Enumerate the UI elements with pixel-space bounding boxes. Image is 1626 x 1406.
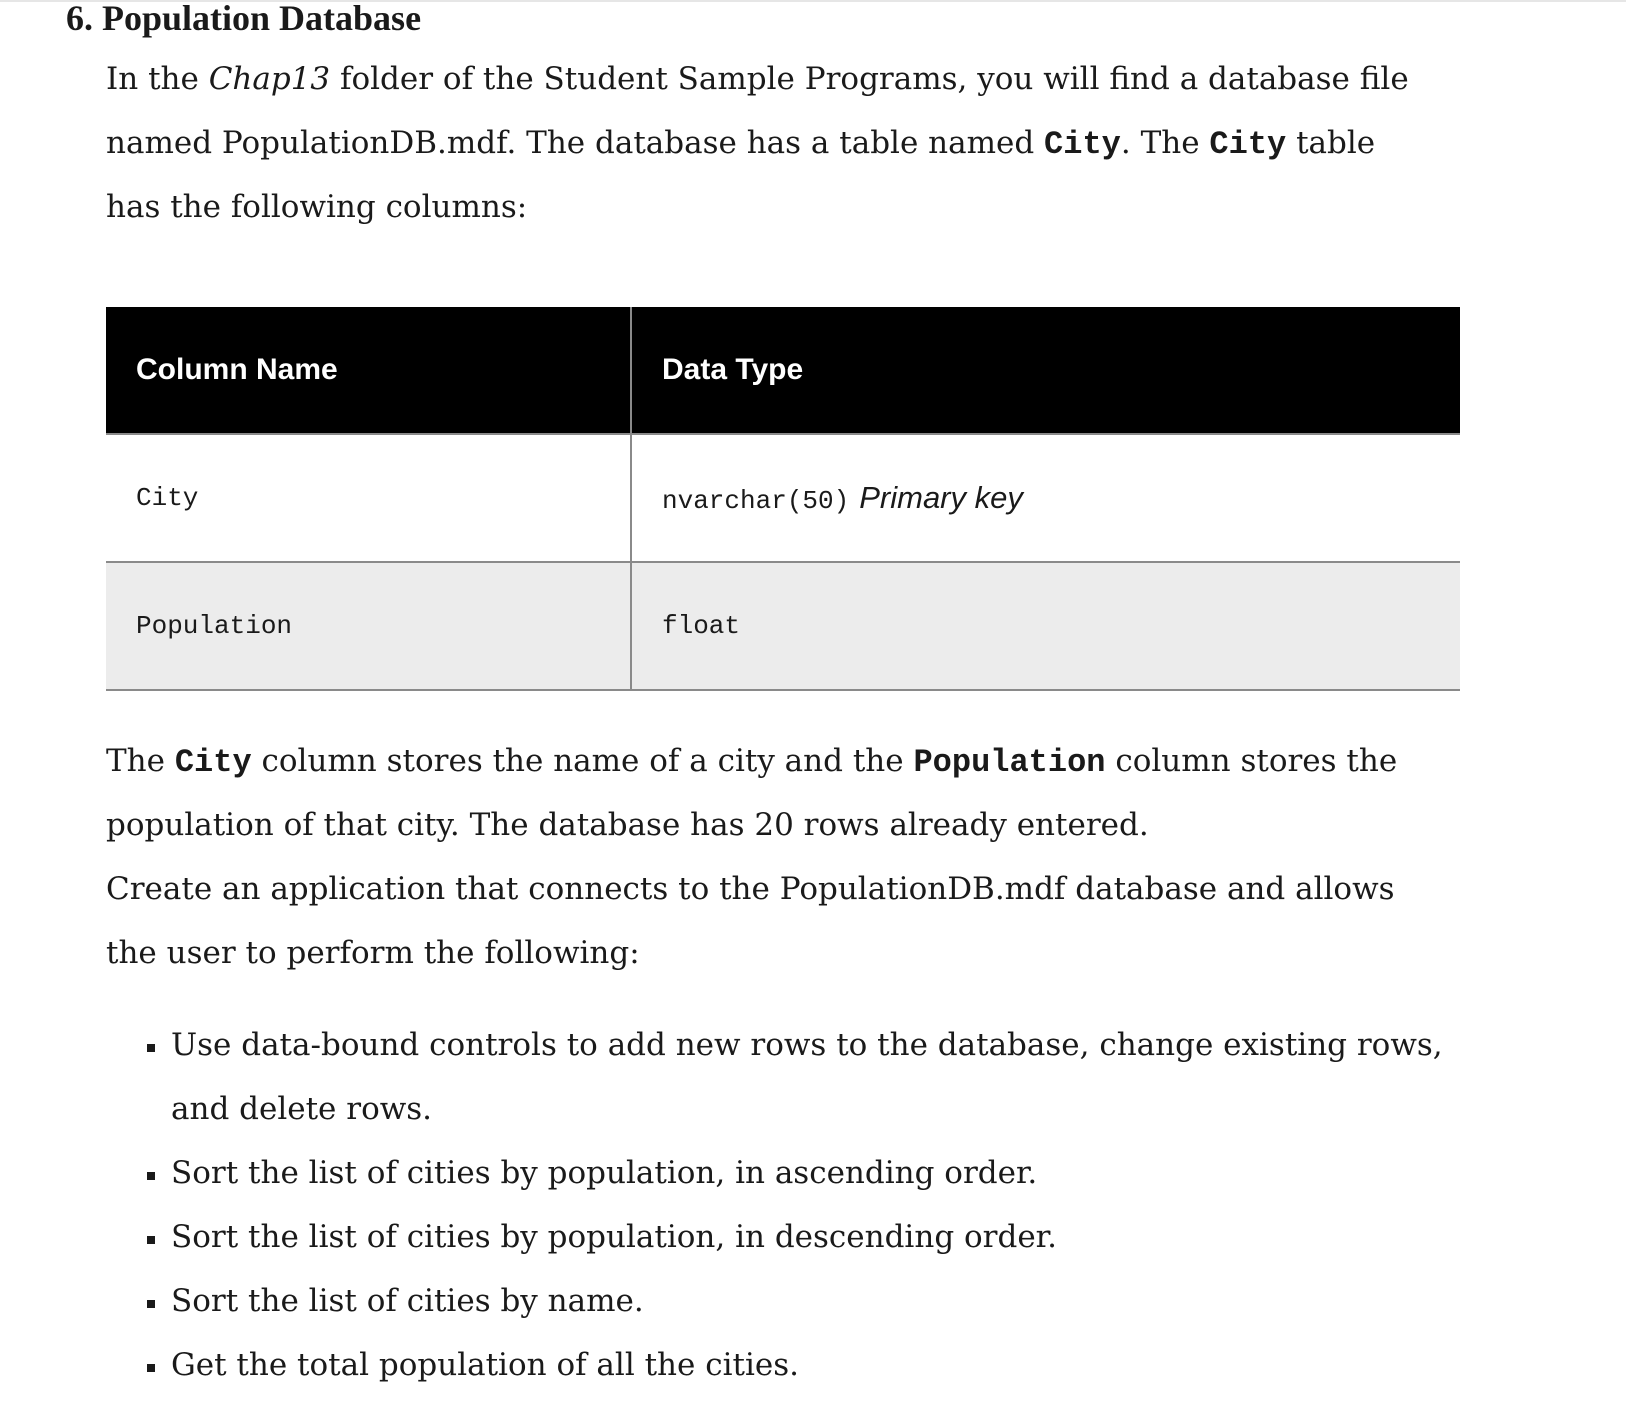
bullet-icon [147,1236,155,1244]
intro-line-1: In the Chap13 folder of the Student Sample Programs, you will find a database file [106,61,1409,97]
list-item: Get the total population of all the cities. [143,1333,1563,1397]
intro-line-2: named PopulationDB.mdf. The database has a table named City. The City table [106,125,1376,163]
description-paragraph [106,729,1546,985]
list-item: Use data-bound controls to add new rows to the database, change existing rows, and delete rows. [143,1013,1563,1141]
list-item: Sort the list of cities by name. [143,1269,1563,1333]
cell-column-name: Population [106,562,631,690]
list-item: Sort the list of cities by population, in descending order. [143,1205,1563,1269]
bullet-icon [147,1172,155,1180]
bullet-icon [147,1364,155,1372]
desc-line-1: The City column stores the name of a city and the Population column stores the [106,743,1398,781]
code-city: City [1044,126,1121,163]
code-population: Population [913,744,1106,781]
bullet-icon [147,1300,155,1308]
desc-line-2: population of that city. The database has 20 rows already entered. [106,807,1149,843]
list-item: Sort the list of cities by population, in ascending order. [143,1141,1563,1205]
code-city: City [174,744,252,781]
table-row [106,434,1460,562]
cell-data-type: nvarchar(50) Primary key [631,434,1460,562]
intro-line-3: has the following columns: [106,189,528,225]
header-data-type: Data Type [631,307,1460,434]
code-city: City [1209,126,1287,163]
table-header-row [106,307,1460,434]
columns-table [106,307,1460,691]
requirements-list [143,1013,1563,1397]
cell-data-type: float [631,562,1460,690]
table-row [106,562,1460,690]
exercise-heading: 6. Population Database [66,0,422,38]
header-column-name: Column Name [106,307,631,434]
bullet-icon [147,1044,155,1052]
intro-paragraph [106,47,1546,239]
desc-line-3: Create an application that connects to the PopulationDB.mdf database and allows [106,871,1395,907]
primary-key-note: Primary key [859,480,1023,515]
desc-line-4: the user to perform the following: [106,935,640,971]
cell-column-name: City [106,434,631,562]
